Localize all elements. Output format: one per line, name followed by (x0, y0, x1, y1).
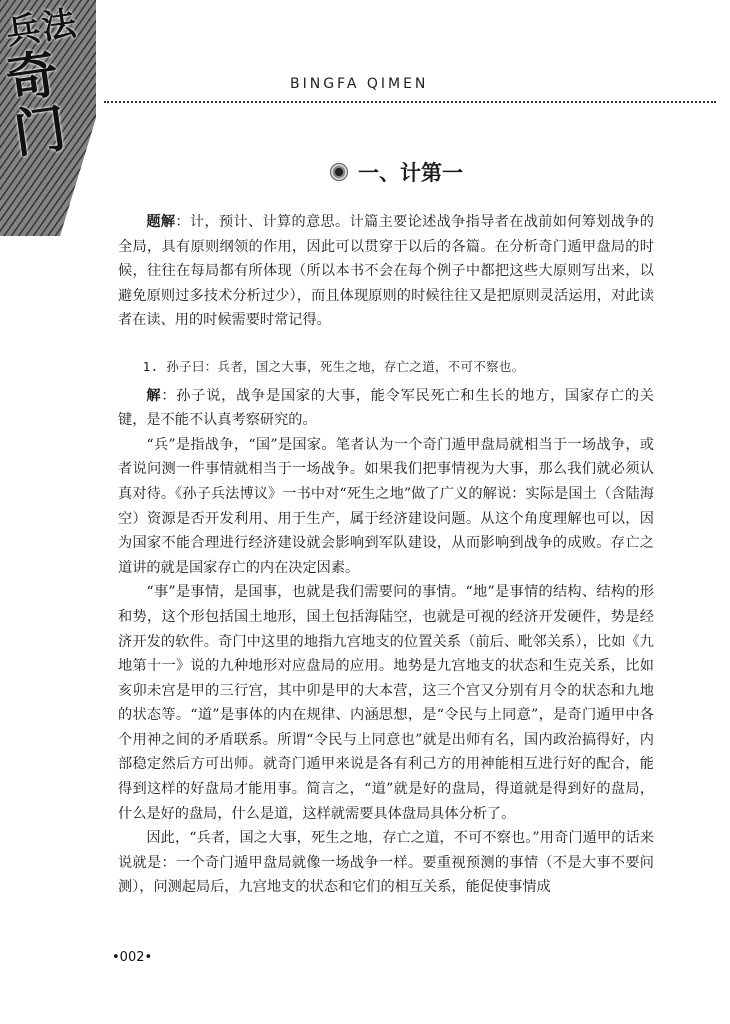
header-divider (104, 101, 716, 103)
explanation-text: ：孙子说，战争是国家的大事，能令军民死亡和生长的地方，国家存亡的关键，是不能不认真考察研究的。 (118, 387, 654, 429)
intro-paragraph (118, 210, 654, 333)
intro-lead: 题解 (146, 214, 176, 230)
intro-text: ：计，预计、计算的意思。计篇主要论述战争指导者在战前如何筹划战争的全局，具有原则纲领的作用，因此可以贯穿于以后的各篇。在分析奇门遁甲盘局的时候，往往在每局都有所体现（所以本书不会在每个例子中都把这些大原则写出来，以避免原则过多技术分析过少），而且体现原则的时候往往又是把原则灵活运用，对此读者在读、用的时候需要时常记得。 (118, 214, 654, 329)
body-paragraph: “事”是事情，是国事，也就是我们需要问的事情。“地”是事情的结构、结构的形和势，这个形包括国土地形，国土包括海陆空，也就是可视的经济开发硬件，势是经济开发的软件。奇门中这里的地指九宫地支的位置关系（前后、毗邻关系），比如《九地第十一》说的九种地形对应盘局的应用。地势是九宫地支的状态和生克关系，比如亥卯未宫是甲的三行宫，其中卯是甲的大本营，这三个宫又分别有月令的状态和九地的状态等。“道”是事体的内在规律、内涵思想，是“令民与上同意”，是奇门遁甲中各个用神之间的矛盾联系。所谓“令民与上同意也”就是出师有名，国内政治搞得好，内部稳定然后方可出师。就奇门遁甲来说是各有利己方的用神能相互进行好的配合，能得到这样的好盘局才能用事。简言之，“道”就是好的盘局，得道就是得到好的盘局，什么是好的盘局，什么是道，这样就需要具体盘局具体分析了。 (118, 584, 654, 822)
body-paragraph: 因此，“兵者，国之大事，死生之地，存亡之道，不可不察也。”用奇门遁甲的话来说就是：一个奇门遁甲盘局就像一场战争一样。要重视预测的事情（不是大事不要问测），问测起局后，九宫地支的状态和它们的相互关系，能促使事情成 (118, 830, 654, 896)
spacer (118, 333, 654, 355)
book-title-bottom: 奇门 (2, 43, 70, 165)
body-text (118, 210, 654, 900)
book-title-vertical (2, 3, 94, 165)
section-title-text: 一、计第一 (358, 161, 463, 185)
page-number: •002• (112, 950, 153, 965)
ornament-bullet-icon (330, 163, 348, 181)
explanation-lead: 解 (146, 387, 162, 404)
corner-decoration (0, 0, 96, 236)
explanation-paragraph (118, 384, 654, 433)
running-header: BINGFA QIMEN (290, 76, 429, 92)
book-title-top: 兵法 (3, 3, 81, 53)
section-heading (330, 157, 463, 187)
classic-quote: 1. 孙子曰：兵者，国之大事，死生之地，存亡之道，不可不察也。 (142, 358, 525, 374)
body-paragraph: “兵”是指战争，“国”是国家。笔者认为一个奇门遁甲盘局就相当于一场战争，或者说问测一件事情就相当于一场战争。如果我们把事情视为大事，那么我们就必须认真对待。《孙子兵法博议》一书中对“死生之地”做了广义的解说：实际是国土（含陆海空）资源是否开发利用、用于生产，属于经济建设问题。从这个角度理解也可以，因为国家不能合理进行经济建设就会影响到军队建设，从而影响到战争的成败。存亡之道讲的就是国家存亡的内在决定因素。 (118, 436, 654, 576)
